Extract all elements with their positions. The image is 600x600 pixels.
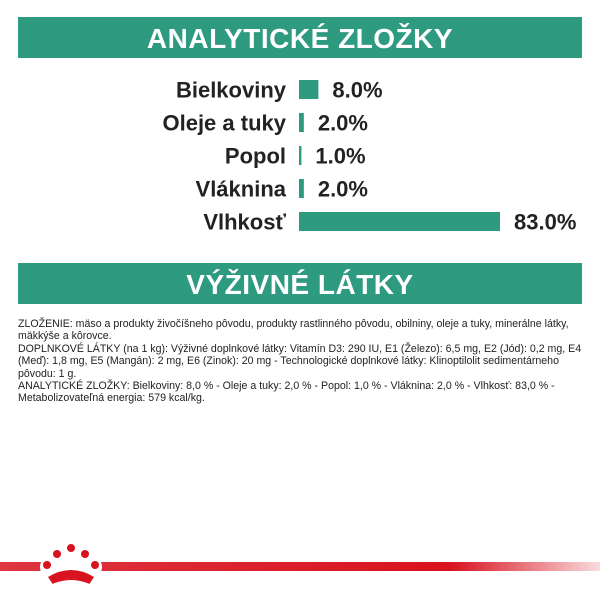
bar	[299, 212, 500, 231]
bar	[299, 179, 304, 198]
analytic-bar-chart	[0, 70, 600, 250]
bar	[299, 146, 301, 165]
bar-label: Oleje a tuky	[162, 110, 286, 136]
composition-additives: DOPLNKOVÉ LÁTKY (na 1 kg): Výživné doplnkové látky: Vitamín D3: 290 IU, E1 (Železo): 6,5 mg, E2 (Jód): 0,2 mg, E4 (Meď): 1,8 mg, E5 (Mangán): 2 mg, E6 (Zinok): 20 mg - Technologické doplnkové látky: Klinoptilolit sedimentárneho pôvodu: 1 g.	[18, 342, 582, 380]
composition-ingredients: ZLOŽENIE: mäso a produkty živočíšneho pôvodu, produkty rastlinného pôvodu, obilniny, oleje a tuky, minerálne látky, mäkkýše a kôrovce.	[18, 318, 569, 343]
bar	[299, 113, 304, 132]
composition-analytic: ANALYTICKÉ ZLOŽKY: Bielkoviny: 8,0 % - Oleje a tuky: 2,0 % - Popol: 1,0 % - Vláknina: 2,0 % - Vlhkosť: 83,0 % - Metabolizovateľná energia: 579 kcal/kg.	[18, 380, 555, 405]
composition-text	[18, 318, 584, 405]
bar-value-label: 2.0%	[317, 176, 368, 202]
bar-value-label: 83.0%	[514, 209, 577, 235]
royal-canin-crown-icon	[38, 541, 104, 587]
nutrients-heading: VÝŽIVNÉ LÁTKY	[18, 263, 582, 304]
bar-label: Vláknina	[195, 176, 286, 202]
bar-value-label: 2.0%	[317, 110, 368, 136]
analytic-heading: ANALYTICKÉ ZLOŽKY	[18, 17, 582, 58]
bar-label: Popol	[224, 143, 286, 169]
bar-label: Bielkoviny	[175, 77, 286, 103]
bar-value-label: 1.0%	[315, 143, 366, 169]
bar-value-label: 8.0%	[332, 77, 383, 103]
bar	[299, 80, 318, 99]
bar-label: Vlhkosť	[203, 209, 286, 235]
